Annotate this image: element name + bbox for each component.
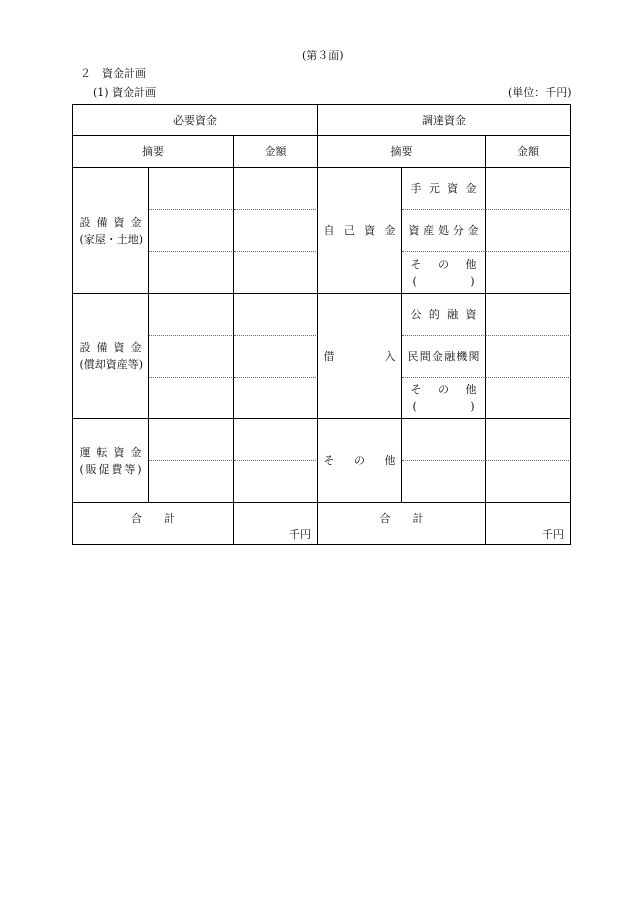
- required-group-note: (販促費等): [79, 462, 142, 476]
- required-amount-cell: [234, 168, 318, 210]
- procured-summary-cell: [402, 461, 486, 503]
- procured-amount-cell: [486, 294, 571, 336]
- required-amount-cell: [234, 336, 318, 378]
- procured-item-private-bank: 民間金融機関: [402, 336, 486, 378]
- required-funds-header: 必要資金: [73, 105, 318, 136]
- funding-plan-table: [72, 104, 571, 545]
- required-summary-cell: [149, 336, 234, 378]
- required-amount-cell: [234, 461, 318, 503]
- procured-item-other: そ の 他 ( ): [402, 378, 486, 419]
- procured-group-name: そ の 他: [323, 454, 396, 467]
- procured-group-name: 借 入: [323, 349, 396, 363]
- procured-amount-cell: [486, 378, 571, 419]
- procured-item-cash-on-hand: 手 元 資 金: [402, 168, 486, 210]
- required-summary-cell: [149, 461, 234, 503]
- required-amount-cell: [234, 378, 318, 419]
- unit-label: (単位：千円): [508, 86, 572, 99]
- required-summary-cell: [149, 252, 234, 294]
- total-amount-left: [234, 503, 318, 545]
- procured-group-own-funds: [318, 168, 402, 294]
- page-number-label: (第３面): [302, 49, 344, 62]
- summary-header-right: 摘要: [318, 136, 486, 168]
- procured-funds-header: 調達資金: [318, 105, 571, 136]
- procured-group-borrowing: [318, 294, 402, 419]
- required-amount-cell: [234, 294, 318, 336]
- total-amount-right: [486, 503, 571, 545]
- required-group-name: 設 備 資 金: [79, 215, 142, 229]
- subsection-title: (1) 資金計画: [93, 86, 157, 99]
- required-group-operating-funds: [73, 419, 149, 503]
- required-summary-cell: [149, 378, 234, 419]
- total-label-right: 合 計: [318, 503, 486, 545]
- procured-item-asset-disposal: 資産処分金: [402, 210, 486, 252]
- required-group-name: 設 備 資 金: [79, 341, 142, 354]
- total-label-left: 合 計: [73, 503, 234, 545]
- required-amount-cell: [234, 252, 318, 294]
- unit-yen-right: 千円: [542, 528, 564, 541]
- required-amount-cell: [234, 210, 318, 252]
- procured-amount-cell: [486, 168, 571, 210]
- required-group-note: (家屋・土地): [79, 232, 144, 246]
- required-amount-cell: [234, 419, 318, 461]
- required-summary-cell: [149, 419, 234, 461]
- section-title: ２ 資金計画: [80, 67, 146, 80]
- procured-item-public-loan: 公 的 融 資: [402, 294, 486, 336]
- amount-header-left: 金額: [234, 136, 318, 168]
- procured-amount-cell: [486, 336, 571, 378]
- required-group-name: 運 転 資 金: [79, 445, 142, 459]
- unit-yen-left: 千円: [289, 528, 311, 541]
- procured-item-other: そ の 他 ( ): [402, 252, 486, 294]
- amount-header-right: 金額: [486, 136, 571, 168]
- required-summary-cell: [149, 210, 234, 252]
- procured-group-other: [318, 419, 402, 503]
- procured-summary-cell: [402, 419, 486, 461]
- procured-amount-cell: [486, 252, 571, 294]
- procured-amount-cell: [486, 461, 571, 503]
- summary-header-left: 摘要: [73, 136, 234, 168]
- required-summary-cell: [149, 168, 234, 210]
- required-summary-cell: [149, 294, 234, 336]
- required-group-depreciable-assets: [73, 294, 149, 419]
- required-group-note: (償却資産等): [79, 358, 144, 371]
- required-group-building-land: [73, 168, 149, 294]
- procured-amount-cell: [486, 419, 571, 461]
- procured-amount-cell: [486, 210, 571, 252]
- procured-group-name: 自 己 資 金: [323, 224, 396, 237]
